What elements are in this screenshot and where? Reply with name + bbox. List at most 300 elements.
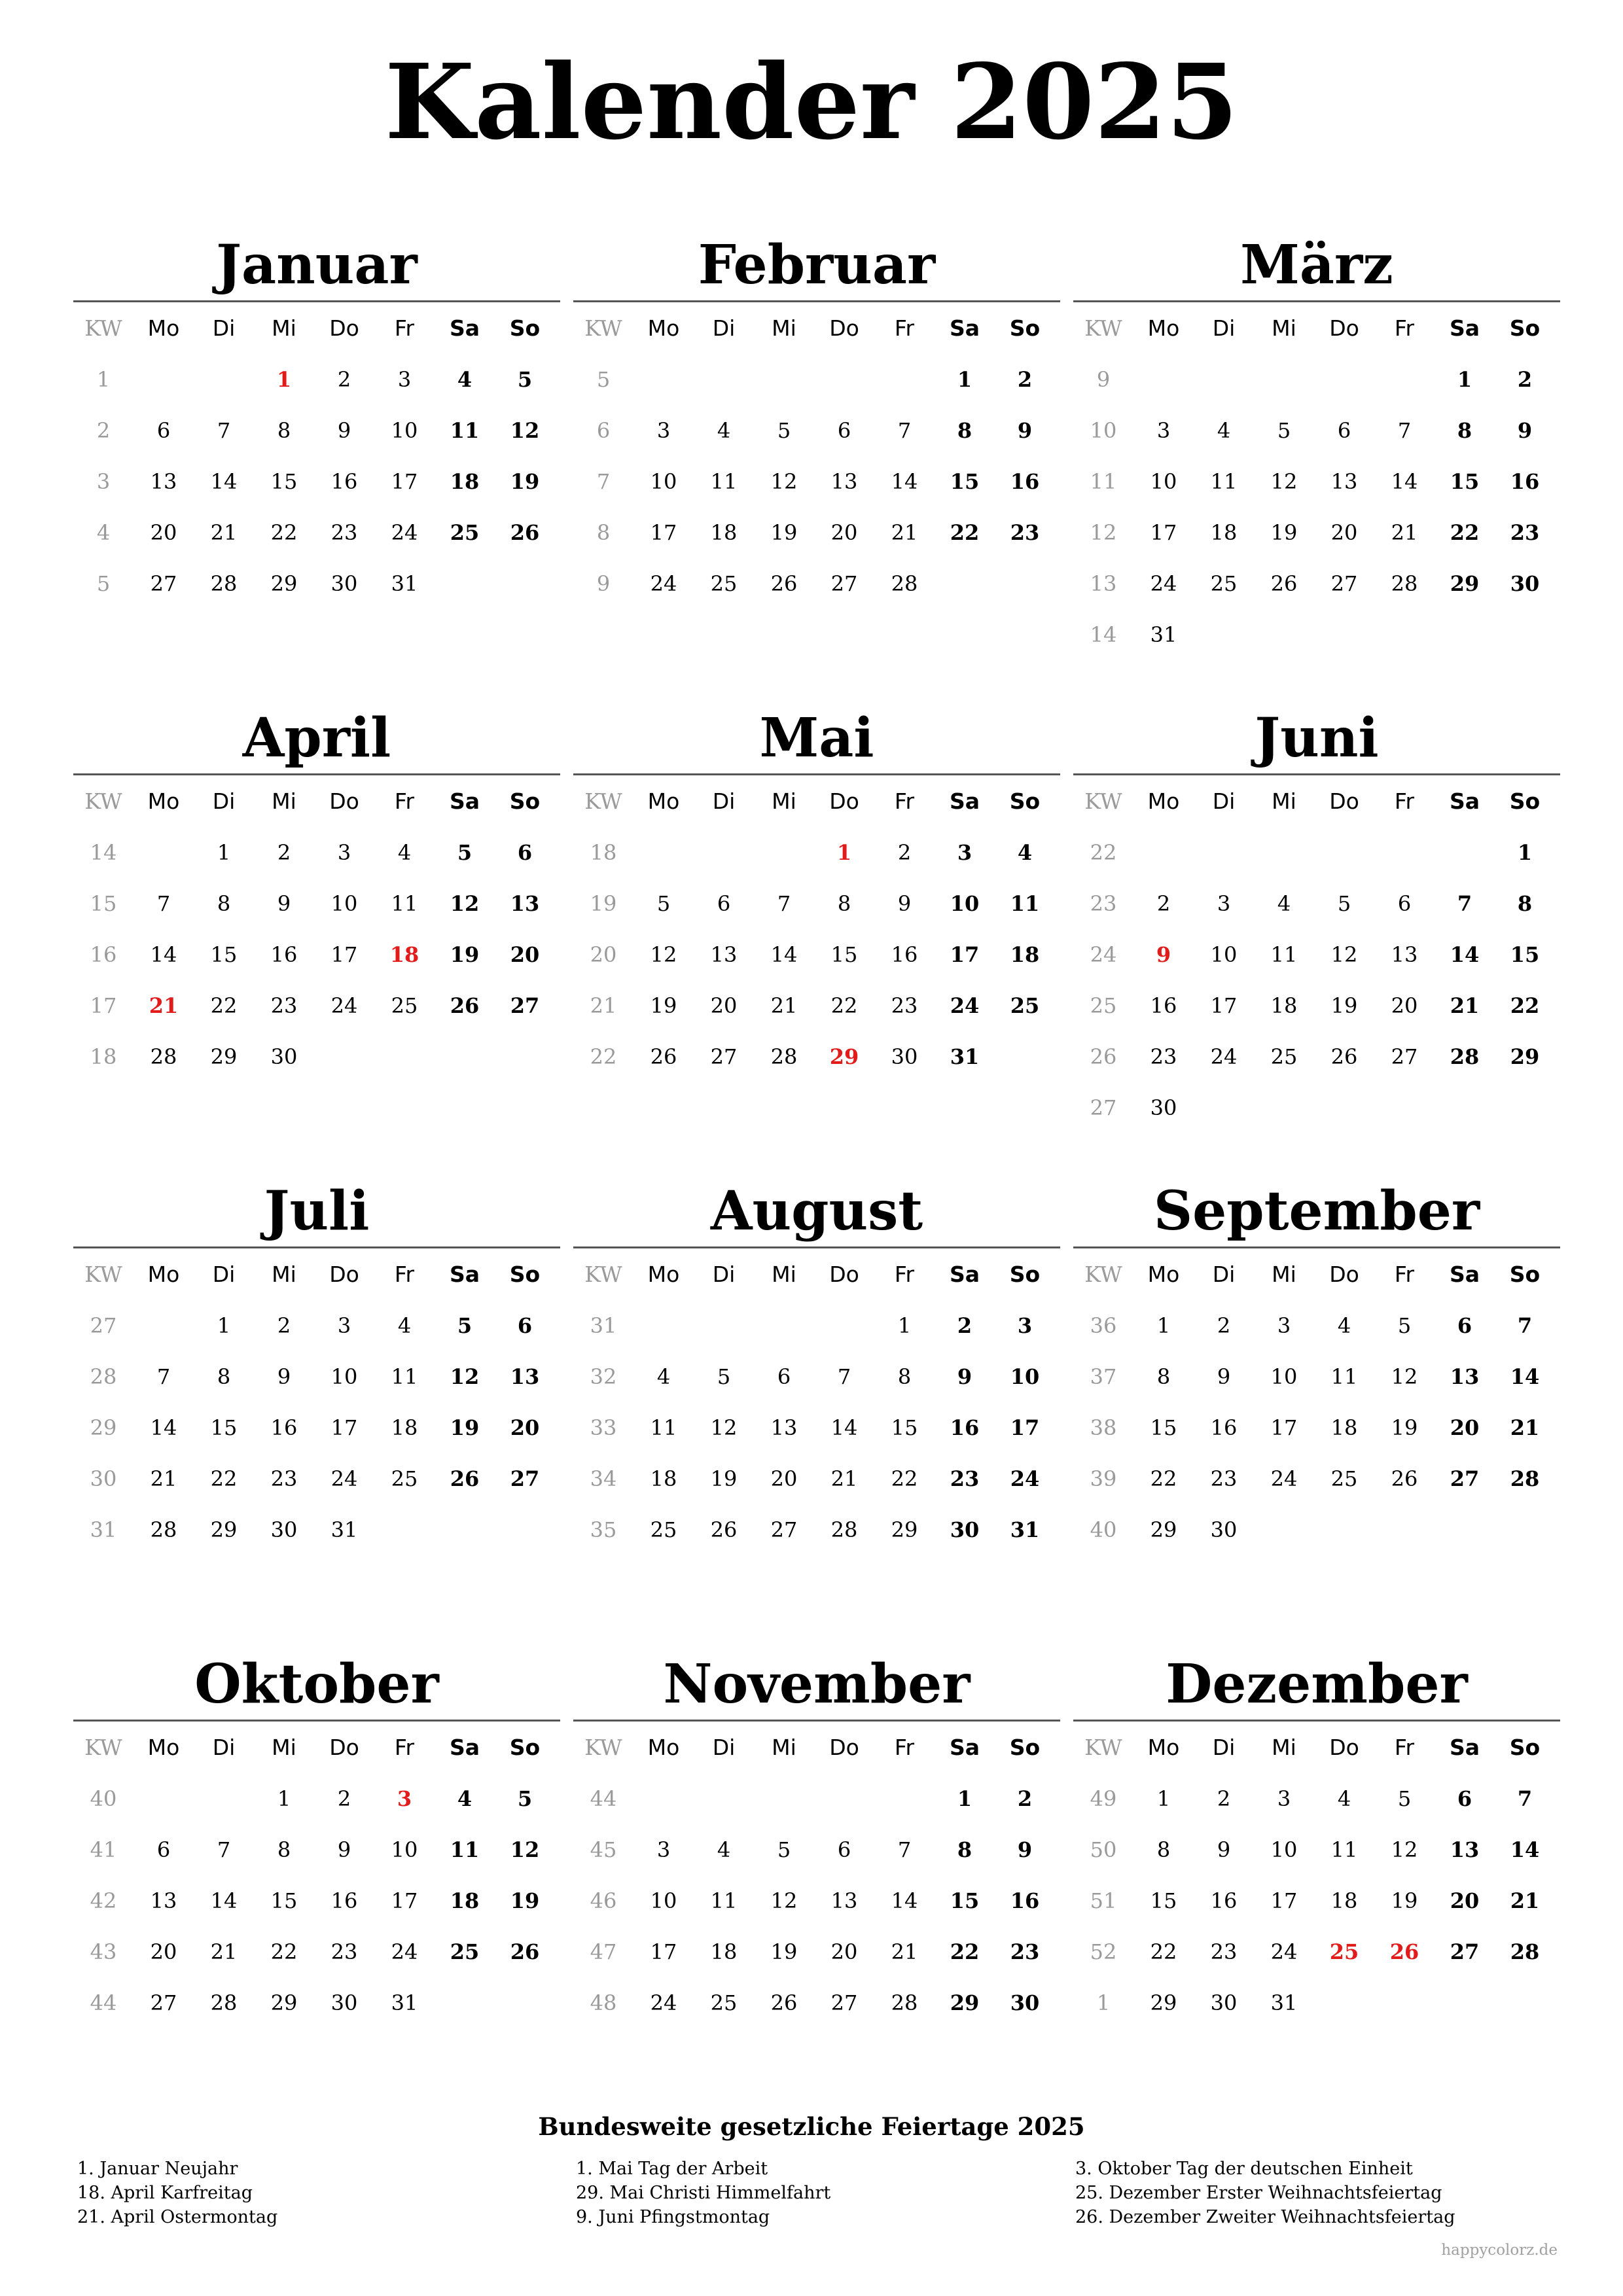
weekday-header: Mo	[1147, 1262, 1180, 1287]
calendar-day: 28	[830, 1517, 858, 1542]
calendar-day: 29	[1150, 1517, 1177, 1542]
calendar-day: 13	[1391, 942, 1418, 967]
calendar-day: 24	[1270, 1466, 1298, 1491]
holiday-day: 1	[836, 840, 852, 865]
calendar-day: 23	[1210, 1466, 1238, 1491]
calendar-day: 24	[650, 571, 677, 596]
calendar-day: 27	[150, 1990, 177, 2015]
calendar-day: 19	[1391, 1888, 1418, 1913]
calendar-day: 12	[770, 1888, 798, 1913]
week-number: 18	[590, 840, 617, 865]
calendar-day: 16	[1150, 993, 1177, 1018]
week-number: 5	[96, 571, 111, 596]
calendar-day: 30	[270, 1517, 298, 1542]
holiday-item: 9. Juni Pfingstmontag	[576, 2207, 770, 2227]
calendar-day: 29	[270, 1990, 298, 2015]
calendar-day: 30	[950, 1517, 980, 1542]
calendar-day: 21	[210, 520, 238, 545]
calendar-day: 23	[1150, 1044, 1177, 1069]
week-number: 48	[590, 1990, 617, 2015]
calendar-day: 20	[1450, 1888, 1480, 1913]
weekday-header: So	[1009, 315, 1041, 341]
weekday-header: Do	[1329, 1735, 1359, 1760]
calendar-day: 26	[450, 1466, 480, 1491]
week-number: 10	[1090, 418, 1117, 443]
month-name: Oktober	[194, 1653, 439, 1716]
weekday-header: So	[1509, 315, 1541, 341]
calendar-day: 6	[837, 418, 851, 443]
week-number: 1	[1096, 1990, 1111, 2015]
weekday-header: Di	[712, 1262, 736, 1287]
calendar-day: 14	[770, 942, 798, 967]
calendar-day: 5	[1337, 891, 1351, 916]
calendar-day: 26	[770, 571, 798, 596]
calendar-day: 17	[1210, 993, 1238, 1018]
calendar-day: 4	[1277, 891, 1291, 916]
calendar-day: 15	[210, 1415, 238, 1440]
calendar-day: 25	[650, 1517, 677, 1542]
calendar-day: 13	[1450, 1837, 1480, 1862]
weekday-header: Sa	[1449, 1262, 1480, 1287]
calendar-day: 18	[450, 1888, 480, 1913]
week-number: 19	[590, 891, 617, 916]
calendar-day: 3	[337, 840, 351, 865]
calendar-day: 14	[150, 1415, 177, 1440]
calendar-day: 11	[391, 891, 418, 916]
weekday-header: Fr	[894, 1262, 915, 1287]
month-12	[1073, 1651, 1560, 2042]
calendar-day: 19	[770, 520, 798, 545]
week-number: 25	[1090, 993, 1117, 1018]
calendar-day: 12	[1330, 942, 1358, 967]
week-number: 28	[90, 1364, 117, 1389]
calendar-day: 11	[391, 1364, 418, 1389]
weekday-header: Do	[829, 1262, 859, 1287]
weekday-header: Do	[329, 1262, 359, 1287]
month-days-grid	[1073, 1722, 1560, 2042]
month-days-grid	[1073, 775, 1560, 1147]
calendar-day: 11	[710, 1888, 738, 1913]
month-name: Mai	[759, 707, 874, 769]
calendar-day: 20	[510, 942, 540, 967]
calendar-day: 20	[830, 1939, 858, 1964]
week-number-header: KW	[584, 1262, 622, 1287]
calendar-day: 19	[510, 469, 540, 494]
calendar-day: 3	[1277, 1786, 1291, 1811]
weekday-header: Di	[712, 315, 736, 341]
calendar-day: 29	[891, 1517, 918, 1542]
calendar-day: 27	[710, 1044, 738, 1069]
week-number-header: KW	[84, 1262, 122, 1287]
week-number: 14	[90, 840, 117, 865]
holiday-item: 25. Dezember Erster Weihnachtsfeiertag	[1075, 2183, 1442, 2203]
calendar-day: 26	[450, 993, 480, 1018]
weekday-header: Mi	[772, 1735, 796, 1760]
calendar-day: 27	[830, 1990, 858, 2015]
calendar-day: 3	[1017, 1313, 1033, 1338]
calendar-day: 6	[156, 1837, 171, 1862]
weekday-header: Mi	[272, 1262, 296, 1287]
month-1	[73, 232, 560, 623]
calendar-day: 25	[1210, 571, 1238, 596]
calendar-day: 17	[330, 942, 358, 967]
calendar-day: 4	[457, 1786, 473, 1811]
calendar-day: 25	[391, 1466, 418, 1491]
week-number: 27	[90, 1313, 117, 1338]
month-4	[73, 705, 560, 1096]
calendar-day: 16	[270, 1415, 298, 1440]
weekday-header: Mo	[147, 788, 180, 814]
calendar-day: 12	[770, 469, 798, 494]
week-number: 24	[1090, 942, 1117, 967]
week-number: 51	[1090, 1888, 1117, 1913]
holidays-title: Bundesweite gesetzliche Feiertage 2025	[538, 2112, 1085, 2141]
calendar-day: 8	[957, 1837, 972, 1862]
week-number: 42	[90, 1888, 117, 1913]
calendar-day: 10	[650, 1888, 677, 1913]
weekday-header: Sa	[949, 315, 980, 341]
calendar-day: 22	[1450, 520, 1480, 545]
calendar-day: 19	[710, 1466, 738, 1491]
calendar-day: 14	[891, 1888, 918, 1913]
month-days-grid	[573, 775, 1060, 1096]
calendar-day: 2	[1517, 367, 1533, 392]
weekday-header: Di	[712, 1735, 736, 1760]
week-number: 23	[1090, 891, 1117, 916]
calendar-day: 18	[1330, 1888, 1358, 1913]
weekday-header: Sa	[449, 788, 480, 814]
weekday-header: Mi	[272, 1735, 296, 1760]
holiday-day: 9	[1156, 942, 1171, 967]
calendar-day: 23	[330, 520, 358, 545]
calendar-day: 15	[1150, 1888, 1177, 1913]
weekday-header: Mi	[1272, 1262, 1296, 1287]
calendar-day: 8	[1517, 891, 1533, 916]
calendar-day: 6	[717, 891, 731, 916]
calendar-day: 25	[1330, 1466, 1358, 1491]
week-number: 15	[90, 891, 117, 916]
calendar-day: 21	[1391, 520, 1418, 545]
calendar-day: 2	[277, 1313, 291, 1338]
week-number: 45	[590, 1837, 617, 1862]
week-number: 5	[596, 367, 611, 392]
calendar-day: 13	[150, 1888, 177, 1913]
calendar-day: 17	[1270, 1415, 1298, 1440]
calendar-day: 12	[1270, 469, 1298, 494]
calendar-day: 27	[150, 571, 177, 596]
calendar-day: 10	[650, 469, 677, 494]
weekday-header: Do	[329, 1735, 359, 1760]
calendar-day: 3	[337, 1313, 351, 1338]
calendar-day: 9	[277, 891, 291, 916]
calendar-day: 9	[1217, 1364, 1231, 1389]
calendar-day: 7	[217, 1837, 231, 1862]
week-number: 39	[1090, 1466, 1117, 1491]
calendar-day: 12	[710, 1415, 738, 1440]
calendar-day: 1	[1156, 1786, 1171, 1811]
weekday-header: So	[509, 315, 541, 341]
holiday-day: 26	[1389, 1939, 1419, 1964]
weekday-header: Mi	[272, 788, 296, 814]
week-number: 37	[1090, 1364, 1117, 1389]
calendar-day: 6	[1457, 1786, 1472, 1811]
month-days-grid	[573, 1248, 1060, 1569]
weekday-header: Sa	[1449, 315, 1480, 341]
calendar-day: 22	[1510, 993, 1540, 1018]
calendar-day: 12	[510, 1837, 540, 1862]
holiday-day: 29	[829, 1044, 859, 1069]
calendar-day: 9	[957, 1364, 972, 1389]
week-number: 6	[596, 418, 611, 443]
weekday-header: Mi	[772, 788, 796, 814]
calendar-day: 4	[397, 1313, 412, 1338]
weekday-header: Mi	[272, 315, 296, 341]
calendar-day: 25	[1270, 1044, 1298, 1069]
calendar-day: 20	[1391, 993, 1418, 1018]
calendar-day: 31	[1270, 1990, 1298, 2015]
weekday-header: So	[1509, 1262, 1541, 1287]
calendar-day: 10	[1270, 1364, 1298, 1389]
calendar-day: 18	[1010, 942, 1040, 967]
weekday-header: Mo	[147, 315, 180, 341]
calendar-day: 7	[897, 418, 912, 443]
calendar-day: 17	[650, 520, 677, 545]
calendar-day: 15	[1510, 942, 1540, 967]
calendar-day: 5	[457, 840, 473, 865]
calendar-day: 30	[1210, 1990, 1238, 2015]
calendar-day: 14	[210, 1888, 238, 1913]
calendar-day: 14	[891, 469, 918, 494]
calendar-day: 28	[891, 571, 918, 596]
calendar-day: 25	[710, 1990, 738, 2015]
calendar-day: 28	[150, 1517, 177, 1542]
calendar-day: 29	[1150, 1990, 1177, 2015]
calendar-day: 30	[1150, 1095, 1177, 1120]
calendar-day: 26	[1391, 1466, 1418, 1491]
holiday-item: 1. Januar Neujahr	[77, 2159, 238, 2179]
calendar-day: 27	[1450, 1939, 1480, 1964]
week-number: 11	[1090, 469, 1117, 494]
calendar-day: 4	[1217, 418, 1231, 443]
calendar-day: 6	[517, 1313, 533, 1338]
calendar-day: 6	[1457, 1313, 1472, 1338]
calendar-day: 24	[950, 993, 980, 1018]
calendar-day: 3	[1217, 891, 1231, 916]
calendar-day: 14	[1391, 469, 1418, 494]
calendar-day: 2	[1017, 1786, 1033, 1811]
calendar-day: 7	[1457, 891, 1472, 916]
weekday-header: Fr	[1394, 788, 1415, 814]
calendar-day: 18	[1210, 520, 1238, 545]
calendar-day: 28	[210, 1990, 238, 2015]
weekday-header: Mi	[1272, 315, 1296, 341]
month-days-grid	[73, 775, 560, 1096]
week-number: 12	[1090, 520, 1117, 545]
week-number-header: KW	[84, 1735, 122, 1760]
week-number: 14	[1090, 622, 1117, 647]
calendar-day: 31	[330, 1517, 358, 1542]
holiday-day: 18	[389, 942, 419, 967]
week-number: 20	[590, 942, 617, 967]
weekday-header: Do	[829, 788, 859, 814]
calendar-day: 4	[1337, 1786, 1351, 1811]
calendar-day: 18	[650, 1466, 677, 1491]
week-number: 27	[1090, 1095, 1117, 1120]
calendar-day: 21	[1450, 993, 1480, 1018]
holiday-day: 1	[276, 367, 292, 392]
week-number: 32	[590, 1364, 617, 1389]
holidays-column-1	[77, 2157, 535, 2229]
calendar-day: 17	[391, 469, 418, 494]
calendar-day: 7	[217, 418, 231, 443]
month-11	[573, 1651, 1060, 2042]
calendar-day: 27	[510, 1466, 540, 1491]
calendar-day: 17	[330, 1415, 358, 1440]
calendar-day: 3	[1277, 1313, 1291, 1338]
calendar-day: 20	[1330, 520, 1358, 545]
calendar-day: 31	[950, 1044, 980, 1069]
calendar-day: 11	[1010, 891, 1040, 916]
calendar-day: 15	[270, 1888, 298, 1913]
week-number-header: KW	[1084, 1262, 1122, 1287]
month-days-grid	[1073, 302, 1560, 674]
calendar-day: 26	[510, 520, 540, 545]
calendar-day: 30	[270, 1044, 298, 1069]
weekday-header: Di	[1212, 788, 1236, 814]
week-number: 44	[590, 1786, 617, 1811]
calendar-day: 7	[1397, 418, 1412, 443]
calendar-day: 21	[891, 520, 918, 545]
weekday-header: Di	[212, 788, 236, 814]
month-2	[573, 232, 1060, 623]
calendar-day: 20	[150, 1939, 177, 1964]
calendar-day: 13	[830, 1888, 858, 1913]
calendar-day: 9	[1517, 418, 1533, 443]
calendar-day: 5	[717, 1364, 731, 1389]
weekday-header: Mi	[1272, 1735, 1296, 1760]
weekday-header: So	[509, 788, 541, 814]
calendar-day: 17	[950, 942, 980, 967]
calendar-day: 17	[1270, 1888, 1298, 1913]
week-number-header: KW	[84, 315, 122, 341]
weekday-header: Di	[1212, 1262, 1236, 1287]
calendar-day: 22	[1150, 1466, 1177, 1491]
calendar-day: 4	[1337, 1313, 1351, 1338]
month-name: Juli	[264, 1180, 370, 1243]
weekday-header: Do	[329, 788, 359, 814]
holiday-item: 1. Mai Tag der Arbeit	[576, 2159, 768, 2179]
month-3	[1073, 232, 1560, 674]
week-number-header: KW	[84, 788, 122, 814]
calendar-day: 24	[1210, 1044, 1238, 1069]
weekday-header: So	[1509, 1735, 1541, 1760]
calendar-day: 16	[330, 469, 358, 494]
week-number-header: KW	[584, 1735, 622, 1760]
weekday-header: So	[509, 1735, 541, 1760]
calendar-day: 16	[891, 942, 918, 967]
calendar-day: 30	[330, 571, 358, 596]
calendar-day: 24	[650, 1990, 677, 2015]
week-number: 26	[1090, 1044, 1117, 1069]
week-number-header: KW	[584, 788, 622, 814]
calendar-day: 22	[270, 520, 298, 545]
calendar-day: 23	[891, 993, 918, 1018]
calendar-day: 5	[457, 1313, 473, 1338]
calendar-day: 23	[1010, 1939, 1040, 1964]
calendar-day: 24	[391, 520, 418, 545]
week-number: 9	[596, 571, 611, 596]
month-10	[73, 1651, 560, 2042]
week-number: 38	[1090, 1415, 1117, 1440]
calendar-day: 26	[510, 1939, 540, 1964]
month-7	[73, 1178, 560, 1569]
calendar-day: 2	[337, 367, 351, 392]
calendar-day: 12	[450, 1364, 480, 1389]
calendar-day: 10	[1210, 942, 1238, 967]
calendar-day: 13	[710, 942, 738, 967]
calendar-day: 1	[957, 367, 972, 392]
calendar-day: 16	[1010, 469, 1040, 494]
calendar-day: 26	[710, 1517, 738, 1542]
calendar-day: 18	[1270, 993, 1298, 1018]
calendar-day: 4	[717, 1837, 731, 1862]
month-name: August	[710, 1180, 923, 1243]
weekday-header: Mo	[147, 1735, 180, 1760]
holidays-column-2	[576, 2157, 1034, 2229]
calendar-day: 26	[770, 1990, 798, 2015]
calendar-day: 12	[450, 891, 480, 916]
calendar-day: 22	[210, 1466, 238, 1491]
week-number: 22	[1090, 840, 1117, 865]
calendar-day: 24	[330, 993, 358, 1018]
calendar-day: 13	[1330, 469, 1358, 494]
calendar-day: 17	[650, 1939, 677, 1964]
calendar-day: 11	[710, 469, 738, 494]
week-number: 8	[596, 520, 611, 545]
weekday-header: Di	[212, 1262, 236, 1287]
calendar-day: 12	[1391, 1837, 1418, 1862]
weekday-header: Mi	[772, 1262, 796, 1287]
calendar-day: 30	[1010, 1990, 1040, 2015]
weekday-header: Fr	[394, 788, 415, 814]
week-number: 41	[90, 1837, 117, 1862]
calendar-day: 19	[1270, 520, 1298, 545]
calendar-day: 28	[150, 1044, 177, 1069]
calendar-day: 23	[1510, 520, 1540, 545]
week-number: 31	[90, 1517, 117, 1542]
calendar-day: 9	[1017, 1837, 1033, 1862]
week-number: 46	[590, 1888, 617, 1913]
month-name: September	[1153, 1180, 1480, 1243]
calendar-day: 8	[277, 418, 291, 443]
weekday-header: Mo	[1147, 788, 1180, 814]
calendar-day: 2	[1217, 1313, 1231, 1338]
week-number: 40	[1090, 1517, 1117, 1542]
weekday-header: Sa	[449, 315, 480, 341]
holiday-day: 21	[149, 993, 179, 1018]
calendar-day: 24	[1010, 1466, 1040, 1491]
calendar-day: 24	[330, 1466, 358, 1491]
week-number: 31	[590, 1313, 617, 1338]
calendar-day: 5	[1397, 1786, 1412, 1811]
calendar-day: 17	[1150, 520, 1177, 545]
weekday-header: Sa	[449, 1735, 480, 1760]
calendar-day: 9	[337, 418, 351, 443]
calendar-day: 14	[1510, 1837, 1540, 1862]
calendar-day: 15	[1150, 1415, 1177, 1440]
footer-credit: happycolorz.de	[1441, 2242, 1558, 2259]
month-days-grid	[1073, 1248, 1560, 1569]
